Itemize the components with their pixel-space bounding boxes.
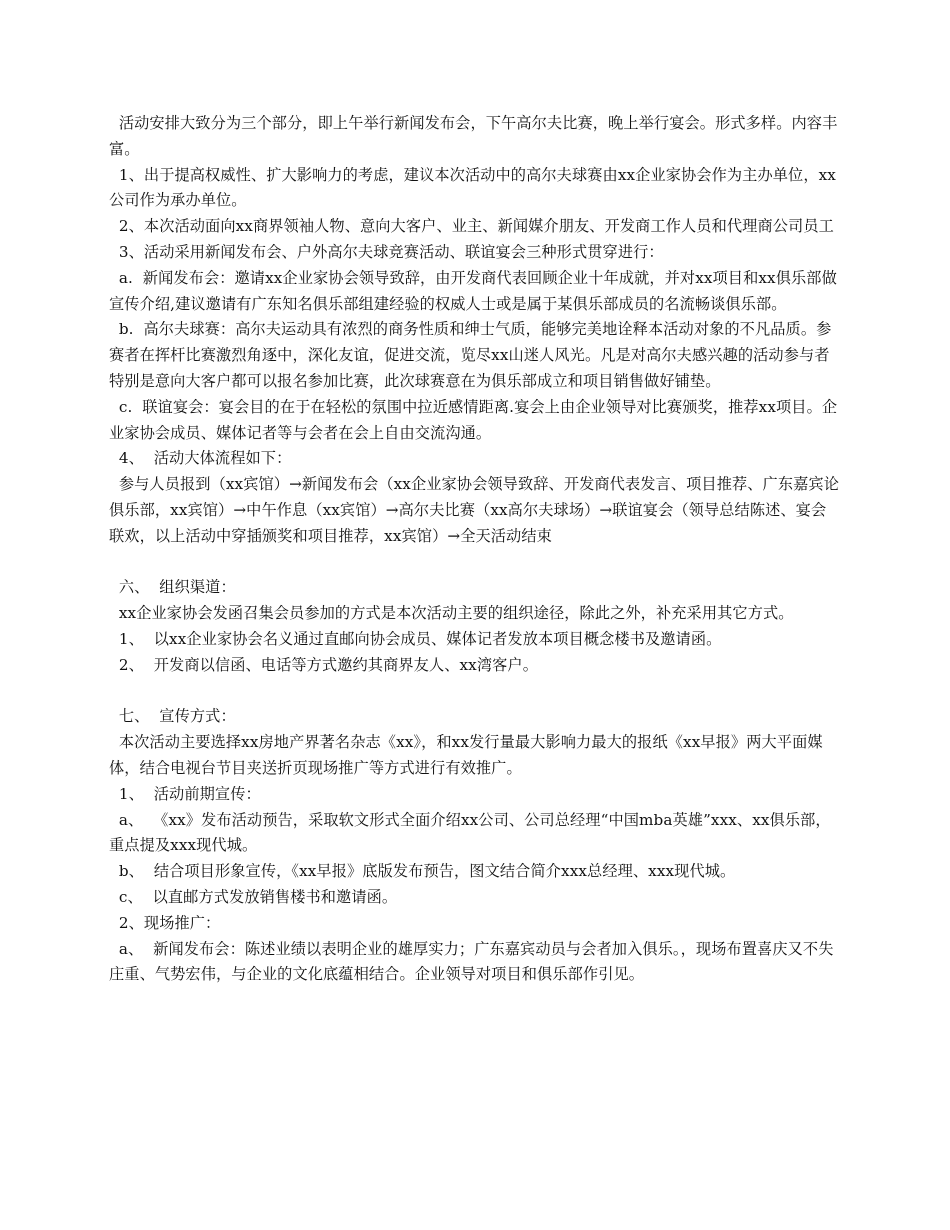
paragraph-item-3a: a. 新闻发布会：邀请xx企业家协会领导致辞，由开发商代表回顾企业十年成就，并对xx项目和xx俱乐部做宣传介绍,建议邀请有广东知名俱乐部组建经验的权威人士或是属于某俱乐部成员的名流畅谈俱乐部。 <box>109 268 837 313</box>
blank-line <box>109 679 839 705</box>
paragraph-channel-2: 2、 开发商以信函、电话等方式邀约其商界友人、xx湾客户。 <box>109 655 538 674</box>
section-heading-7: 七、 宣传方式： <box>109 707 236 726</box>
paragraph-promo-2a: a、 新闻发布会：陈述业绩以表明企业的雄厚实力；广东嘉宾动员与会者加入俱乐。，现场布置喜庆又不失庄重、气势宏伟，与企业的文化底蕴相结合。企业领导对项目和俱乐部作引见。 <box>109 939 834 984</box>
paragraph-item-3b: b. 高尔夫球赛：高尔夫运动具有浓烈的商务性质和绅士气质，能够完美地诠释本活动对象的不凡品质。参赛者在挥杆比赛激烈角逐中，深化友谊，促进交流，览尽xx山迷人风光。凡是对高尔夫感兴趣的活动参与者特别是意向大客户都可以报名参加比赛，此次球赛意在为俱乐部成立和项目销售做好铺垫。 <box>109 320 832 390</box>
paragraph-item-4: 4、 活动大体流程如下： <box>109 449 292 468</box>
paragraph-promo-1c: c、 以直邮方式发放销售楼书和邀请函。 <box>109 887 398 906</box>
paragraph-channels: xx企业家协会发函召集会员参加的方式是本次活动主要的组织途径，除此之外，补充采用其它方式。 <box>109 604 794 623</box>
paragraph-item-2: 2、本次活动面向xx商界领袖人物、意向大客户、业主、新闻媒介朋友、开发商工作人员和代理商公司员工 <box>109 217 834 236</box>
paragraph-promotion: 本次活动主要选择xx房地产界著名杂志《xx》，和xx发行量最大影响力最大的报纸《xx早报》两大平面媒体，结合电视台节目夹送折页现场推广等方式进行有效推广。 <box>109 733 823 777</box>
document-body <box>109 111 839 988</box>
paragraph-promo-1: 1、 活动前期宣传： <box>109 784 261 803</box>
section-heading-6: 六、 组织渠道： <box>109 578 236 597</box>
paragraph-flow: 参与人员报到（xx宾馆）→新闻发布会（xx企业家协会领导致辞、开发商代表发言、项目推荐、广东嘉宾论俱乐部，xx宾馆）→中午作息（xx宾馆）→高尔夫比赛（xx高尔夫球场）→联谊宴会（领导总结陈述、宴会联欢，以上活动中穿插颁奖和项目推荐，xx宾馆）→全天活动结束 <box>109 475 839 545</box>
paragraph-item-3c: c. 联谊宴会：宴会目的在于在轻松的氛围中拉近感情距离.宴会上由企业领导对比赛颁奖，推荐xx项目。企业家协会成员、媒体记者等与会者在会上自由交流沟通。 <box>109 397 838 442</box>
paragraph-item-3: 3、活动采用新闻发布会、户外高尔夫球竞赛活动、联谊宴会三种形式贯穿进行： <box>109 242 664 261</box>
paragraph-intro: 活动安排大致分为三个部分，即上午举行新闻发布会，下午高尔夫比赛，晚上举行宴会。形式多样。内容丰富。 <box>109 114 838 158</box>
paragraph-item-1: 1、出于提高权威性、扩大影响力的考虑，建议本次活动中的高尔夫球赛由xx企业家协会作为主办单位，xx公司作为承办单位。 <box>109 165 836 210</box>
paragraph-promo-1a: a、 《xx》发布活动预告，采取软文形式全面介绍xx公司、公司总经理“中国mba英雄”xxx、xx俱乐部，重点提及xxx现代城。 <box>109 810 831 855</box>
paragraph-promo-1b: b、 结合项目形象宣传，《xx早报》底版发布预告，图文结合简介xxx总经理、xxx现代城。 <box>109 862 736 881</box>
paragraph-channel-1: 1、 以xx企业家协会名义通过直邮向协会成员、媒体记者发放本项目概念楼书及邀请函。 <box>109 629 722 648</box>
paragraph-promo-2: 2、现场推广： <box>109 913 221 932</box>
blank-line <box>109 550 839 576</box>
